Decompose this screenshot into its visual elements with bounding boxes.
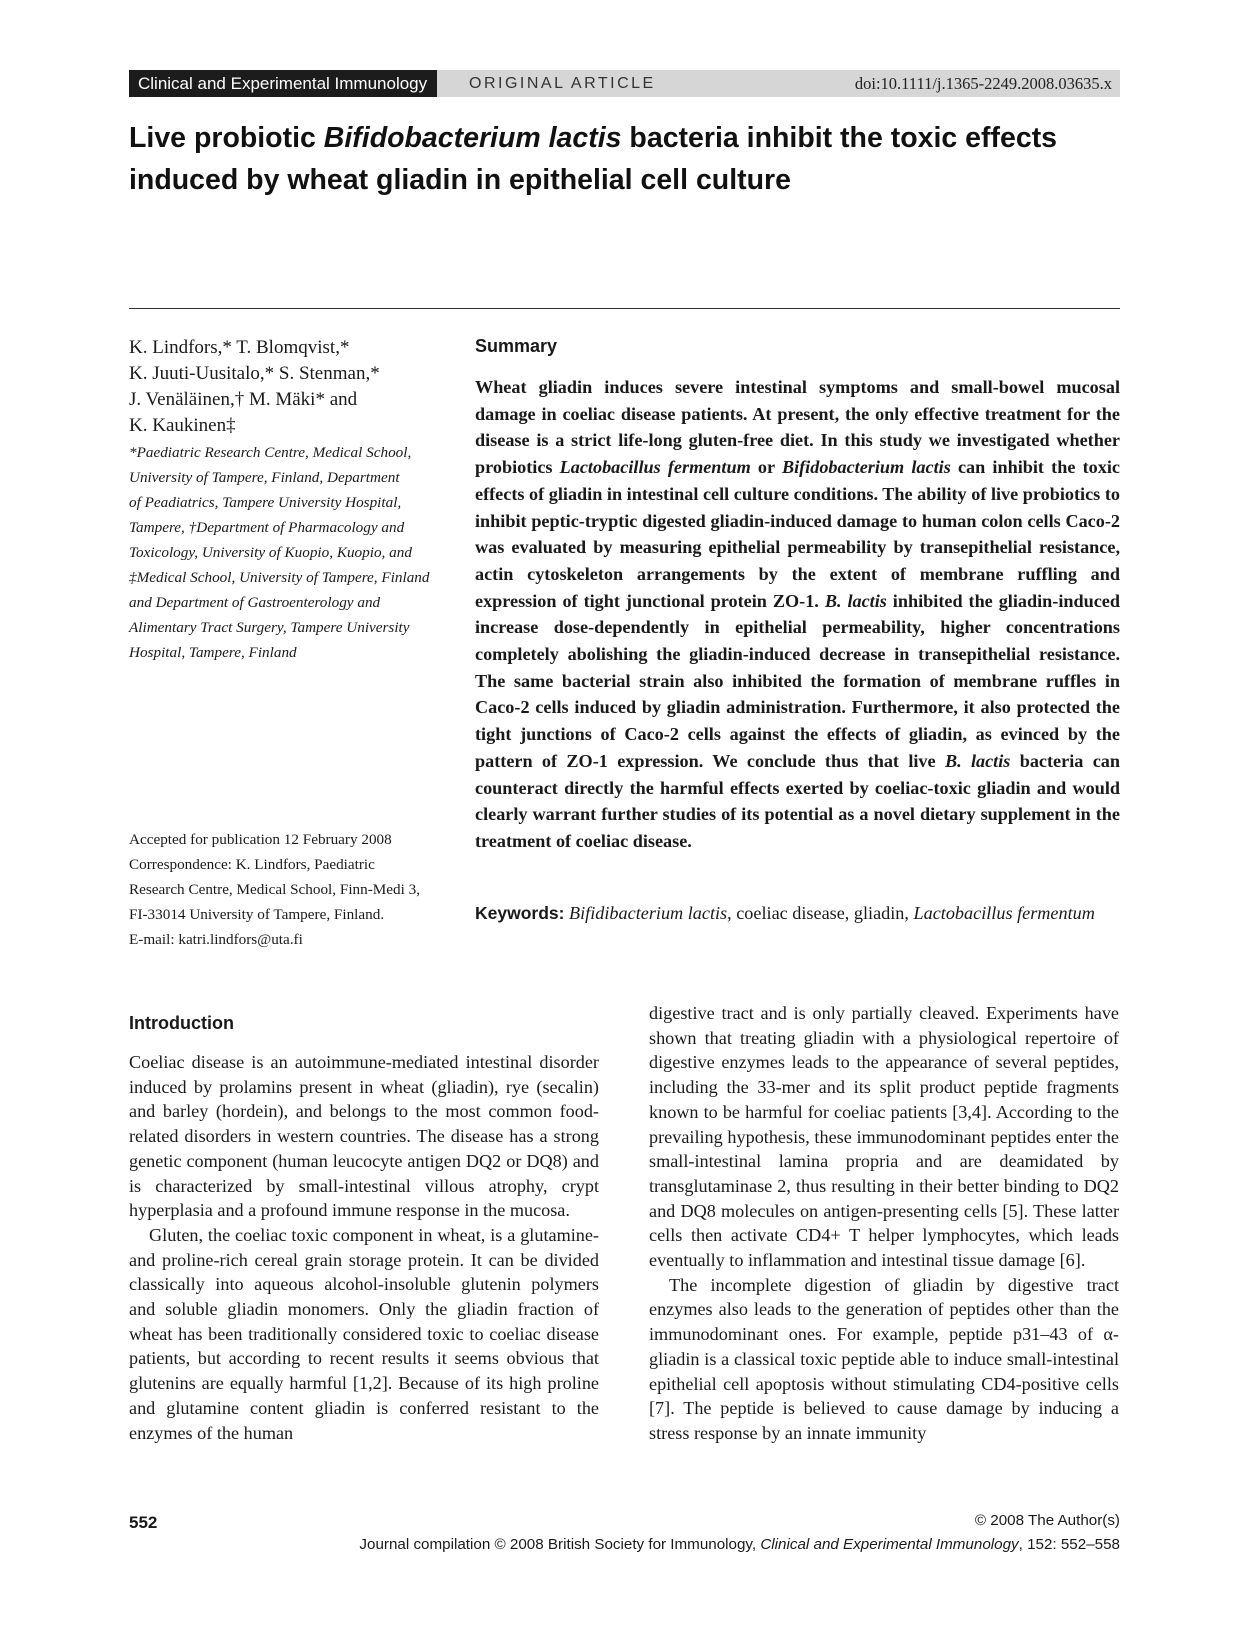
introduction-heading: Introduction [129,1013,234,1033]
title-species: Bifidobacterium lactis [323,122,622,154]
author-line: K. Kaukinen‡ [129,415,236,436]
affiliation-line: Hospital, Tampere, Finland [129,644,297,661]
paragraph: The incomplete digestion of gliadin by digestive tract enzymes also leads to the generation of peptides other than the immunodominant ones. For example, peptide p31–43 of α-gliadin is a classical toxic peptide able to induce small-intestinal epithelial cell apoptosis without stimulating CD4-positive cells [7]. The peptide is believed to cause damage by inducing a stress response by an innate immunity [649,1274,1119,1443]
paragraph: digestive tract and is only partially cleaved. Experiments have shown that treating gliadin with a physiological repertoire of digestive enzymes leads to the appearance of several peptides, including the 33-mer and its split product peptide fragments known to be harmful for coeliac patients [3,4]. According to the prevailing hypothesis, these immunodominant peptides enter the small-intestinal lamina propria and are deamidated by transglutaminase 2, thus resulting in their better binding to DQ2 and DQ8 molecules on antigen-presenting cells [5]. These latter cells then activate CD4+ T helper lymphocytes, which leads eventually to inflammation and intestinal tissue damage [6]. [649,1003,1119,1271]
affiliation-line: Toxicology, University of Kuopio, Kuopio, and [129,544,412,561]
keywords [475,900,1120,927]
page-number: 552 [129,1513,158,1532]
affiliation-line: University of Tampere, Finland, Department [129,469,400,486]
summary-heading: Summary [475,336,558,356]
compilation-pages: 552–558 [1060,1536,1120,1553]
accepted-date: Accepted for publication 12 February 2008 [129,831,392,848]
publication-info [129,827,454,952]
summary-text-segment: or [750,457,782,478]
summary-text-segment: bacteria can counteract directly the harmful effects exerted by coeliac-toxic gliadin and would clearly warrant further studies of its potential as a novel dietary supplement in the treatment of coeliac disease. [475,750,1120,851]
keywords-label: Keywords: [475,903,565,923]
author-list [129,335,449,439]
compilation-journal: Clinical and Experimental Immunology [760,1536,1019,1553]
affiliation-line: Alimentary Tract Surgery, Tampere University [129,619,410,636]
correspondence-line: FI-33014 University of Tampere, Finland. [129,906,385,923]
keyword: , coeliac disease, gliadin, [727,903,914,923]
body-column-right [649,1001,1119,1446]
affiliation-line: and Department of Gastroenterology and [129,594,381,611]
species-name: B. lactis [824,590,887,611]
author-line: K. Juuti-Uusitalo,* S. Stenman,* [129,363,380,384]
journal-name: Clinical and Experimental Immunology [129,70,437,97]
body-column-left [129,1050,599,1445]
species-name: Lactobacillus fermentum [559,457,751,478]
keyword: Lactobacillus fermentum [913,903,1095,923]
summary-text-segment: Wheat gliadin induces severe intestinal symptoms and small-bowel mucosal damage in coeliac disease patients. At present, the only effective treatment for the disease is a strict life-long gluten-free diet. In this study we investigated whether probiotics [475,377,1120,478]
paragraph: Coeliac disease is an autoimmune-mediated intestinal disorder induced by prolamins present in wheat (gliadin), rye (secalin) and barley (hordein), and belongs to the most common food-related disorders in western countries. The disease has a strong genetic component (human leucocyte antigen DQ2 or DQ8) and is characterized by small-intestinal villous atrophy, crypt hyperplasia and a profound immune response in the mucosa. [129,1052,599,1221]
copyright: © 2008 The Author(s) [974,1512,1120,1529]
title-part-1: Live probiotic [129,122,324,154]
species-name: B. lactis [944,750,1011,771]
article-type: ORIGINAL ARTICLE [469,75,656,92]
title-part-2: bacteria inhibit the toxic effects induced by wheat gliadin in epithelial cell culture [129,122,1058,196]
journal-header-bar [129,70,1120,97]
doi[interactable]: doi:10.1111/j.1365-2249.2008.03635.x [854,74,1112,93]
author-line: K. Lindfors,* T. Blomqvist,* [129,337,350,358]
compilation-volume: , 152: [1018,1536,1061,1553]
correspondence-line: Research Centre, Medical School, Finn-Medi 3, [129,881,421,898]
species-name: Bifidobacterium lactis [781,457,951,478]
summary-text-segment: can inhibit the toxic effects of gliadin in intestinal cell culture conditions. The ability of live probiotics to inhibit peptic-tryptic digested gliadin-induced damage to human colon cells Caco-2 was evaluated by measuring epithelial permeability by transepithelial resistance, actin cytoskeleton arrangements by the extent of membrane ruffling and expression of tight junctional protein ZO-1. [475,457,1120,611]
summary-body [475,374,1120,855]
summary-text-segment: inhibited the gliadin-induced increase dose-dependently in epithelial permeability, higher concentrations completely abolishing the gliadin-induced decrease in transepithelial resistance. The same bacterial strain also inhibited the formation of membrane ruffles in Caco-2 cells induced by gliadin administration. Furthermore, it also protected the tight junctions of Caco-2 cells against the effects of gliadin, as evinced by the pattern of ZO-1 expression. We conclude thus that live [475,590,1120,771]
email-link[interactable]: E-mail: katri.lindfors@uta.fi [129,931,303,948]
keyword: Bifidibacterium lactis [569,903,728,923]
title-divider [129,308,1120,309]
compilation-text: Journal compilation © 2008 British Society for Immunology, [359,1536,761,1553]
affiliations [129,440,449,665]
article-title [129,117,1120,201]
journal-compilation [359,1536,1120,1553]
author-line: J. Venäläinen,† M. Mäki* and [129,389,358,410]
correspondence-line: Correspondence: K. Lindfors, Paediatric [129,856,375,873]
paragraph: Gluten, the coeliac toxic component in wheat, is a glutamine- and proline-rich cereal grain storage protein. It can be divided classically into aqueous alcohol-insoluble glutenin polymers and soluble gliadin monomers. Only the gliadin fraction of wheat has been traditionally considered toxic to coeliac disease patients, but according to recent results it seems obvious that glutenins are equally harmful [1,2]. Because of its high proline and glutamine content gliadin is conferred resistant to the enzymes of the human [129,1224,599,1443]
affiliation-line: of Peadiatrics, Tampere University Hospital, [129,494,402,511]
affiliation-line: Tampere, †Department of Pharmacology and [129,519,405,536]
affiliation-line: ‡Medical School, University of Tampere, Finland [129,569,430,586]
affiliation-line: *Paediatric Research Centre, Medical School, [129,444,412,461]
